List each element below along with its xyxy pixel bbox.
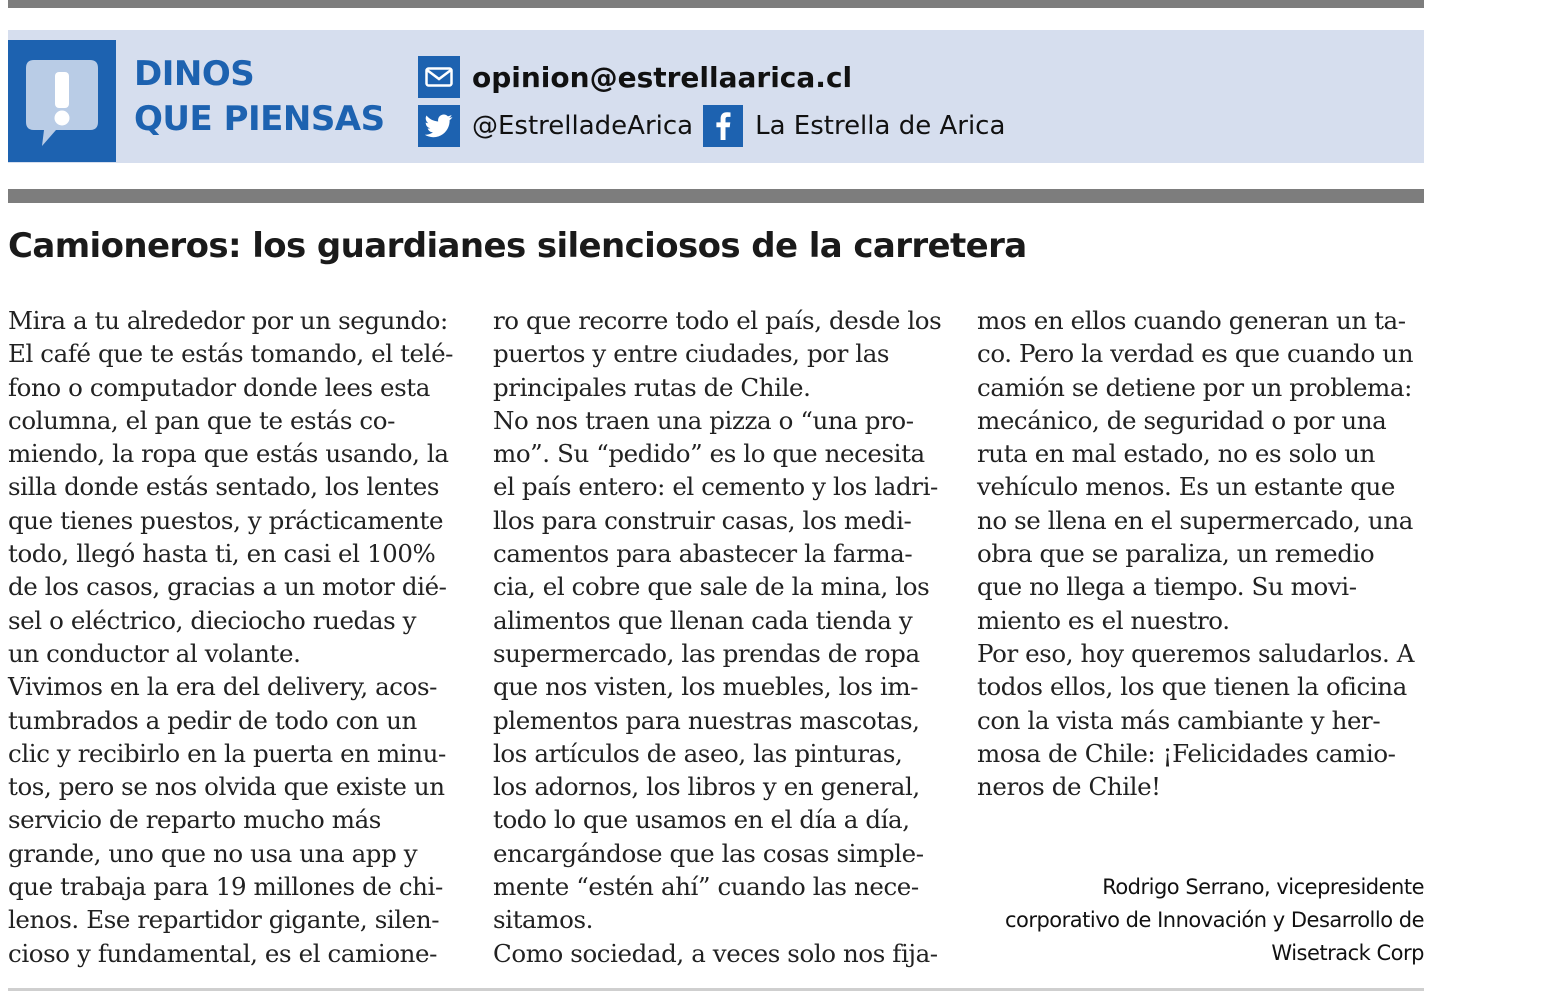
social-contacts xyxy=(418,105,1015,147)
article-text-line: Por eso, hoy queremos saludarlos. A xyxy=(977,638,1415,668)
author-signature xyxy=(1005,871,1424,970)
article-text-line: de los casos, gracias a un motor dié- xyxy=(8,572,447,602)
article-text-line: tos, pero se nos olvida que existe un xyxy=(8,772,445,802)
article-text-line: alimentos que llenan cada tienda y xyxy=(493,605,913,635)
article-text-line: no se llena en el supermercado, una xyxy=(977,505,1413,535)
facebook-page[interactable]: La Estrella de Arica xyxy=(755,111,1006,141)
facebook-icon xyxy=(703,105,743,147)
article-text-line: Como sociedad, a veces solo nos fija- xyxy=(493,938,938,968)
article-text-line: obra que se paraliza, un remedio xyxy=(977,539,1375,569)
section-divider xyxy=(8,189,1424,203)
exclamation-badge xyxy=(8,40,116,162)
article-text-line: supermercado, las prendas de ropa xyxy=(493,638,920,668)
email-link[interactable]: opinion@estrellaarica.cl xyxy=(472,60,853,94)
article-column-1 xyxy=(8,304,463,970)
article-text-line: mos en ellos cuando generan un ta- xyxy=(977,306,1406,335)
exclamation-bubble-icon xyxy=(22,54,102,150)
article-text-line: mecánico, de seguridad o por una xyxy=(977,405,1387,435)
article-text-line: el país entero: el cemento y los ladri- xyxy=(493,472,938,502)
article-text-line: que tienes puestos, y prácticamente xyxy=(8,505,444,535)
article-text-line: fono o computador donde lees esta xyxy=(8,372,430,402)
article-text-line: El café que te estás tomando, el telé- xyxy=(8,339,454,369)
article-text-line: Mira a tu alrededor por un segundo: xyxy=(8,306,448,335)
article-text-line: sitamos. xyxy=(493,905,594,935)
article-text-line: que nos visten, los muebles, los im- xyxy=(493,672,919,702)
article-text-line: columna, el pan que te estás co- xyxy=(8,405,395,435)
article-text-line: un conductor al volante. xyxy=(8,638,301,668)
article-text-line: todos ellos, los que tienen la oficina xyxy=(977,672,1407,702)
article-text-line: tumbrados a pedir de todo con un xyxy=(8,705,417,735)
email-contact[interactable] xyxy=(418,56,862,98)
article-text-line: puertos y entre ciudades, por las xyxy=(493,339,890,369)
top-rule xyxy=(8,0,1424,8)
article-text-line: plementos para nuestras mascotas, xyxy=(493,705,920,735)
article-headline: Camioneros: los guardianes silenciosos de la carretera xyxy=(8,226,1027,266)
article-text-line: servicio de reparto mucho más xyxy=(8,805,381,835)
article-column-2 xyxy=(493,304,948,970)
article-text-line: camión se detiene por un problema: xyxy=(977,372,1412,402)
banner-title xyxy=(134,52,385,142)
article-text-line: todo, llegó hasta ti, en casi el 100% xyxy=(8,539,436,569)
article-column-3 xyxy=(977,304,1432,803)
signature-line: Wisetrack Corp xyxy=(1271,941,1424,965)
signature-line: Rodrigo Serrano, vicepresidente xyxy=(1102,875,1424,899)
banner-title-line1: DINOS xyxy=(134,54,255,94)
article-text-line: ruta en mal estado, no es solo un xyxy=(977,439,1376,469)
article-text-line: encargándose que las cosas simple- xyxy=(493,838,924,868)
twitter-icon xyxy=(418,105,460,147)
article-text-line: mo”. Su “pedido” es lo que necesita xyxy=(493,439,925,469)
mail-icon xyxy=(418,56,460,98)
article-text-line: mosa de Chile: ¡Felicidades camio- xyxy=(977,738,1396,768)
article-text-line: miendo, la ropa que estás usando, la xyxy=(8,439,449,469)
opinion-banner xyxy=(8,30,1424,163)
article-text-line: ro que recorre todo el país, desde los xyxy=(493,306,942,335)
article-text-line: con la vista más cambiante y her- xyxy=(977,705,1381,735)
article-text-line: Vivimos en la era del delivery, acos- xyxy=(8,672,438,702)
article-text-line: miento es el nuestro. xyxy=(977,605,1230,635)
article-text-line: sel o eléctrico, dieciocho ruedas y xyxy=(8,605,417,635)
article-text-line: camentos para abastecer la farma- xyxy=(493,539,913,569)
article-text-line: que no llega a tiempo. Su movi- xyxy=(977,572,1357,602)
article-text-line: silla donde estás sentado, los lentes xyxy=(8,472,440,502)
article-text-line: los artículos de aseo, las pinturas, xyxy=(493,738,903,768)
twitter-handle[interactable]: @EstrelladeArica xyxy=(472,111,694,141)
article-text-line: que trabaja para 19 millones de chi- xyxy=(8,872,443,902)
article-text-line: co. Pero la verdad es que cuando un xyxy=(977,339,1414,369)
signature-line: corporativo de Innovación y Desarrollo de xyxy=(1004,908,1424,932)
article-text-line: todo lo que usamos en el día a día, xyxy=(493,805,910,835)
article-text-line: grande, uno que no usa una app y xyxy=(8,838,418,868)
article-text-line: los adornos, los libros y en general, xyxy=(493,772,920,802)
article-text-line: mente “estén ahí” cuando las nece- xyxy=(493,872,919,902)
article-text-line: No nos traen una pizza o “una pro- xyxy=(493,405,914,435)
article-text-line: lenos. Ese repartidor gigante, silen- xyxy=(8,905,440,935)
bottom-rule xyxy=(8,988,1424,991)
article-text-line: cia, el cobre que sale de la mina, los xyxy=(493,572,930,602)
article-text-line: vehículo menos. Es un estante que xyxy=(977,472,1396,502)
article-text-line: llos para construir casas, los medi- xyxy=(493,505,912,535)
article-text-line: principales rutas de Chile. xyxy=(493,372,811,402)
article-text-line: clic y recibirlo en la puerta en minu- xyxy=(8,738,446,768)
article-text-line: neros de Chile! xyxy=(977,772,1161,802)
article-text-line: cioso y fundamental, es el camione- xyxy=(8,938,438,968)
banner-title-line2: QUE PIENSAS xyxy=(134,99,385,139)
